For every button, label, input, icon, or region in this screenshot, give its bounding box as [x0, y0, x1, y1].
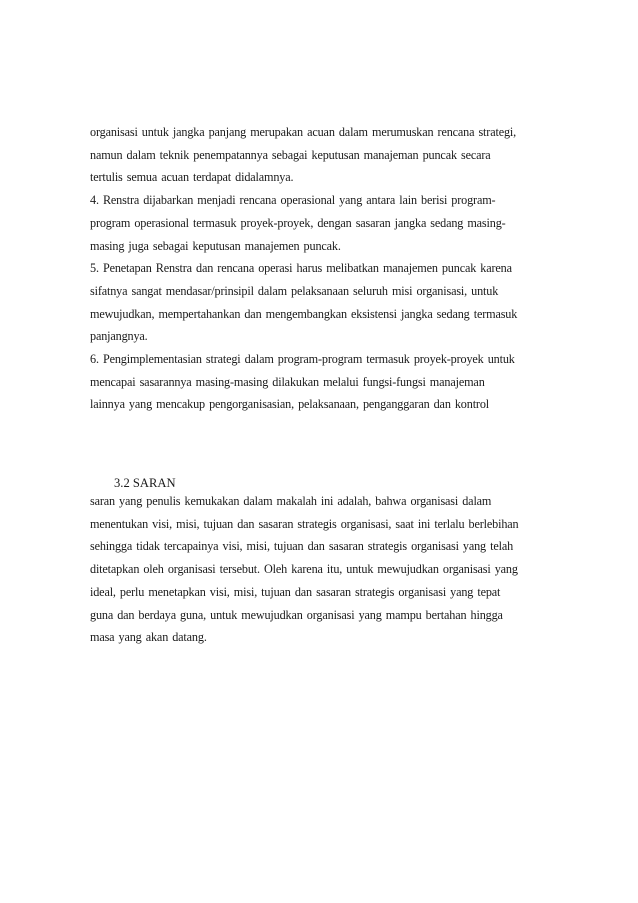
- section-heading: 3.2 SARAN: [114, 476, 176, 490]
- text-line: 6. Pengimplementasian strategi dalam program-program termasuk proyek-proyek untuk: [90, 352, 515, 367]
- conclusion-continuation: [90, 121, 560, 416]
- text-line: organisasi untuk jangka panjang merupakan acuan dalam merumuskan rencana strategi,: [90, 125, 517, 139]
- text-line: tertulis semua acuan terdapat didalamnya.: [90, 170, 294, 185]
- suggestion-paragraph: [90, 490, 560, 649]
- text-line: menentukan visi, misi, tujuan dan sasaran strategis organisasi, saat ini terlalu berlebihan: [90, 516, 519, 531]
- text-line: 5. Penetapan Renstra dan rencana operasi harus melibatkan manajemen puncak karena: [90, 261, 512, 276]
- text-line: sifatnya sangat mendasar/prinsipil dalam pelaksanaan seluruh misi organisasi, untuk: [90, 283, 499, 298]
- text-line: namun dalam teknik penempatannya sebagai keputusan manajeman puncak secara: [90, 147, 491, 162]
- text-line: masa yang akan datang.: [90, 630, 207, 645]
- text-line: saran yang penulis kemukakan dalam makalah ini adalah, bahwa organisasi dalam: [90, 494, 492, 508]
- text-line: ditetapkan oleh organisasi tersebut. Oleh karena itu, untuk mewujudkan organisasi yang: [90, 562, 518, 577]
- text-line: 4. Renstra dijabarkan menjadi rencana operasional yang antara lain berisi program-: [90, 193, 496, 208]
- text-line: masing juga sebagai keputusan manajemen puncak.: [90, 238, 341, 253]
- text-line: guna dan berdaya guna, untuk mewujudkan organisasi yang mampu bertahan hingga: [90, 607, 503, 622]
- text-line: mewujudkan, mempertahankan dan mengembangkan eksistensi jangka sedang termasuk: [90, 306, 518, 321]
- text-line: panjangnya.: [90, 329, 148, 344]
- text-line: program operasional termasuk proyek-proyek, dengan sasaran jangka sedang masing-: [90, 215, 506, 230]
- text-line: ideal, perlu menetapkan visi, misi, tujuan dan sasaran strategis organisasi yang tepat: [90, 584, 501, 599]
- text-line: lainnya yang mencakup pengorganisasian, pelaksanaan, penganggaran dan kontrol: [90, 397, 490, 412]
- text-line: sehingga tidak tercapainya visi, misi, tujuan dan sasaran strategis organisasi yang telah: [90, 539, 514, 554]
- text-line: mencapai sasarannya masing-masing dilakukan melalui fungsi-fungsi manajeman: [90, 374, 485, 389]
